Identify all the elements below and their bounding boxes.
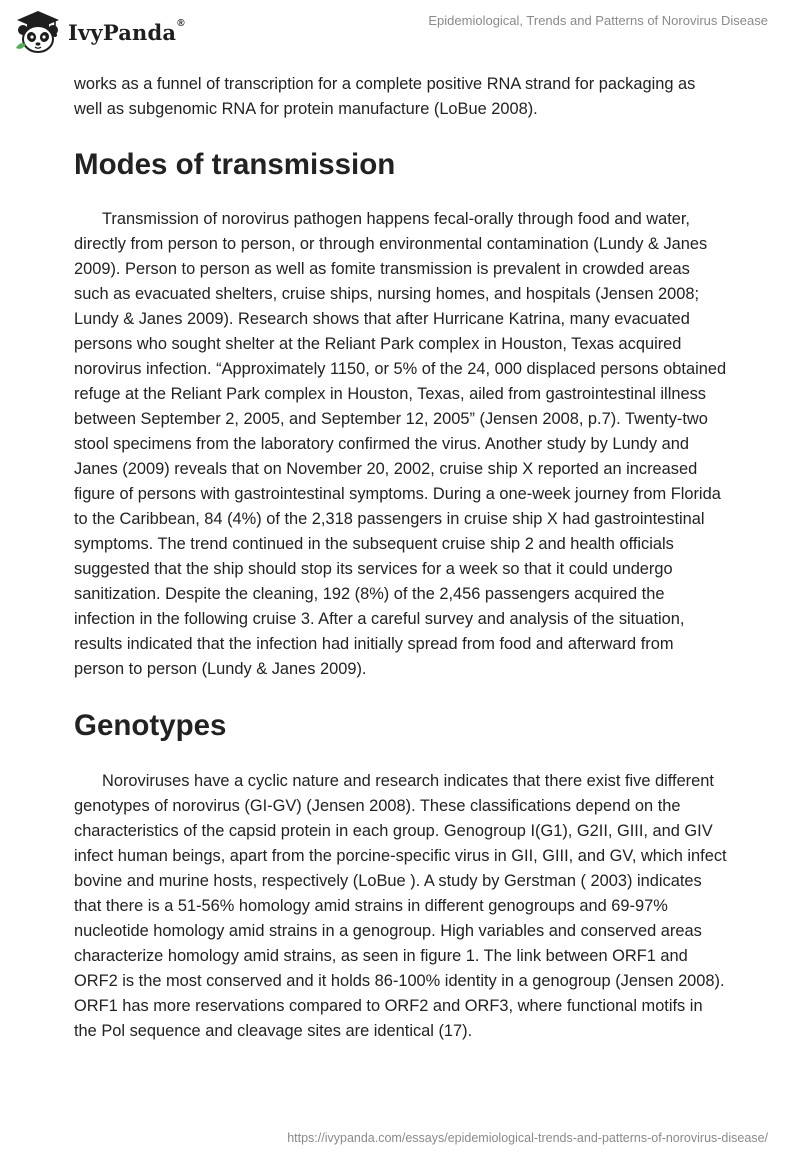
- transmission-paragraph: Transmission of norovirus pathogen happens fecal-orally through food and water, directly from person to person, or through environmental contamination (Lundy & Janes 2009). Person to person as well as fomite transmission is prevalent in crowded areas such as evacuated shelters, cruise ships, nursing homes, and hospitals (Jensen 2008; Lundy & Janes 2009). Research shows that after Hurricane Katrina, many evacuated persons who sought shelter at the Reliant Park complex in Houston, Texas acquired norovirus infection. “Approximately 1150, or 5% of the 24, 000 displaced persons obtained refuge at the Reliant Park complex in Houston, Texas, ailed from gastrointestinal illness between September 2, 2005, and September 12, 2005” (Jensen 2008, p.7). Twenty-two stool specimens from the laboratory confirmed the virus. Another study by Lundy and Janes (2009) reveals that on November 20, 2002, cruise ship X reported an increased figure of persons with gastrointestinal symptoms. During a one-week journey from Florida to the Caribbean, 84 (4%) of the 2,318 passengers in cruise ship X had gastrointestinal symptoms. The trend continued in the subsequent cruise ship 2 and health officials suggested that the ship should stop its services for a week so that it could undergo sanitization. Despite the cleaning, 192 (8%) of the 2,456 passengers acquired the infection in the following cruise 3. After a careful survey and analysis of the situation, results indicated that the infection had initially spread from food and afterward from person to person (Lundy & Janes 2009).: [74, 210, 727, 678]
- genotypes-paragraph: Noroviruses have a cyclic nature and research indicates that there exist five different genotypes of norovirus (GI-GV) (Jensen 2008). These classifications depend on the characteristics of the capsid protein in each group. Genogroup I(G1), G2II, GIII, and GIV infect human beings, apart from the porcine-specific virus in GII, GIII, and GV, which infect bovine and murine hosts, respectively (LoBue ). A study by Gerstman ( 2003) indicates that there is a 51-56% homology amid strains in different genogroups and 69-97% nucleotide homology amid strains in a genogroup. High variables and conserved areas characterize homology amid strains, as seen in figure 1. The link between ORF1 and ORF2 is the most conserved and it holds 86-100% identity in a genogroup (Jensen 2008). ORF1 has more reservations compared to ORF2 and ORF3, where functional motifs in the Pol sequence and cleavage sites are identical (17).: [74, 772, 727, 1040]
- page-header: [0, 0, 800, 60]
- source-url[interactable]: https://ivypanda.com/essays/epidemiological-trends-and-patterns-of-norovirus-disease/: [287, 1131, 768, 1145]
- section-heading-genotypes: Genotypes: [74, 709, 227, 742]
- article-body: [74, 72, 728, 1044]
- intro-paragraph: works as a funnel of transcription for a complete positive RNA strand for packaging as well as subgenomic RNA for protein manufacture (LoBue 2008).: [74, 75, 696, 118]
- panda-graduation-icon: [14, 8, 62, 56]
- section-heading-transmission: Modes of transmission: [74, 148, 396, 181]
- registered-mark: ®: [177, 17, 185, 29]
- brand-name: IvyPanda®: [68, 17, 185, 45]
- document-title: Epidemiological, Trends and Patterns of Norovirus Disease: [428, 13, 768, 28]
- brand-logo[interactable]: [14, 8, 185, 56]
